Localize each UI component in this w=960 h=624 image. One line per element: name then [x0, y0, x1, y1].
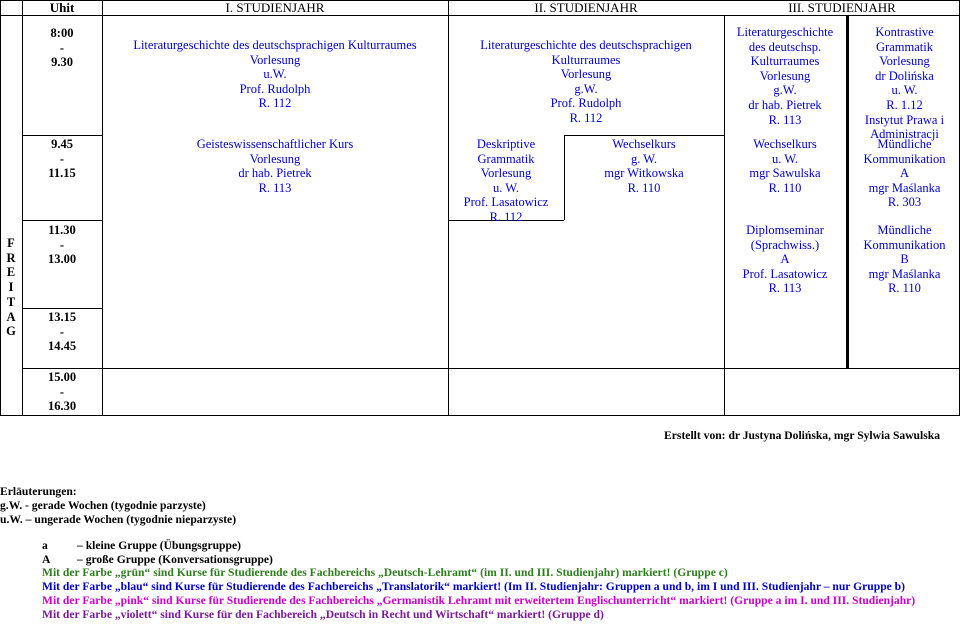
course-kontrastive-grammatik: Kontrastive Grammatik Vorlesung dr Dolińska u. W. R. 1.12 Instytut Prawa i Administracji — [864, 25, 945, 142]
time-slot: 9.45 - 11.15 — [48, 137, 76, 181]
time-slot: 13.15 - 14.45 — [47, 310, 77, 354]
legend-big-group — [42, 553, 273, 567]
course-literaturgeschichte-y3: Literaturgeschichte des deutschsp. Kulturraumes Vorlesung g.W. dr hab. Pietrek R. 113 — [736, 25, 834, 127]
time-slot: 8:00 - 9.30 — [50, 26, 74, 70]
legend-small-key: a — [42, 539, 48, 552]
header-time: Uhit — [49, 0, 75, 15]
course-literaturgeschichte-y1: Literaturgeschichte des deutschsprachigen Kulturraumes Vorlesung u.W. Prof. Rudolph R. 112 — [133, 38, 417, 111]
header-year-3: III. STUDIENJAHR — [788, 0, 896, 15]
legend-big-key: A — [42, 553, 51, 566]
legend-blue: Mit der Farbe „blau“ sind Kurse für Studierende des Fachbereichs „Translatorik“ markiert! (Im II. Studienjahr: Gruppen a und b, im I und III. Studienjahr – nur Gruppe b) — [42, 580, 905, 593]
course-muendliche-kommunikation-a: Mündliche Kommunikation A mgr Maślanka R. 303 — [863, 137, 946, 210]
course-geisteswissenschaftlicher-kurs: Geisteswissenschaftlicher Kurs Vorlesung dr hab. Pietrek R. 113 — [196, 137, 354, 195]
header-year-1: I. STUDIENJAHR — [225, 0, 325, 15]
header-year-2: II. STUDIENJAHR — [534, 0, 638, 15]
legend-violet: Mit der Farbe „violett“ sind Kurse für den Fachbereich „Deutsch in Recht und Wirtschaft“ markiert! (Gruppe d) — [42, 608, 604, 621]
created-by: Erstellt von: dr Justyna Dolińska, mgr Sylwia Sawulska — [664, 429, 940, 442]
course-muendliche-kommunikation-b: Mündliche Kommunikation B mgr Maślanka R. 110 — [863, 223, 946, 296]
legend-green: Mit der Farbe „grün“ sind Kurse für Studierende des Fachbereichs „Deutsch-Lehramt“ (im II. und III. Studienjahr) markiert! (Gruppe c) — [42, 566, 728, 579]
legend-gw: g.W. - gerade Wochen (tygodnie parzyste) — [0, 499, 206, 512]
legend-uw: u.W. – ungerade Wochen (tygodnie nieparzyste) — [0, 513, 237, 526]
day-label: F R E I T A G — [6, 236, 16, 339]
legend-big-value: – große Gruppe (Konversationsgruppe) — [77, 553, 273, 566]
course-literaturgeschichte-y2: Literaturgeschichte des deutschsprachigen Kulturraumes Vorlesung g.W. Prof. Rudolph R. 112 — [480, 38, 692, 125]
course-wechselkurs-y2: Wechselkurs g. W. mgr Witkowska R. 110 — [604, 137, 684, 195]
course-diplomseminar: Diplomseminar (Sprachwiss.) A Prof. Lasatowicz R. 113 — [742, 223, 828, 296]
legend-title: Erläuterungen: — [0, 485, 77, 498]
time-slot: 11.30 - 13.00 — [47, 223, 77, 267]
legend-pink: Mit der Farbe „pink“ sind Kurse für Studierende des Fachbereichs „Germanistik Lehramt mit erweitertem Englischunterricht“ markiert! (Gruppe a im I. und III. Studienjahr) — [42, 594, 916, 607]
legend-small-group — [42, 539, 241, 553]
course-deskriptive-grammatik: Deskriptive Grammatik Vorlesung u. W. Prof. Lasatowicz R. 112 — [463, 137, 549, 224]
time-slot: 15.00 - 16.30 — [47, 370, 77, 414]
course-wechselkurs-y3: Wechselkurs u. W. mgr Sawulska R. 110 — [749, 137, 821, 195]
legend-small-value: – kleine Gruppe (Übungsgruppe) — [77, 539, 241, 552]
